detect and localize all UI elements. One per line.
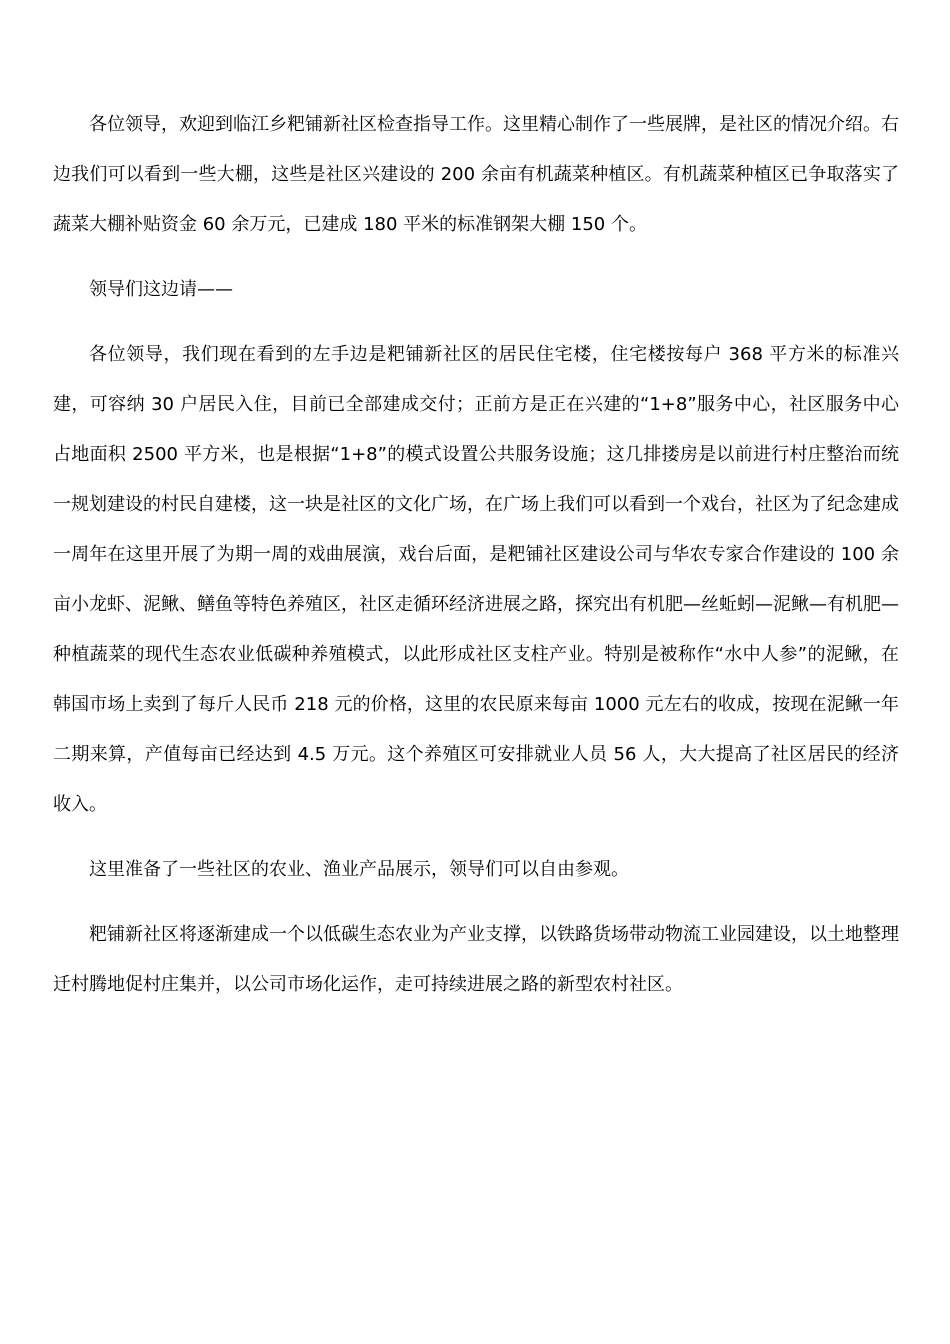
paragraph-future-plan: 粑铺新社区将逐渐建成一个以低碳生态农业为产业支撑，以铁路货场带动物流工业园建设，以土地整理迁村腾地促村庄集并，以公司市场化运作，走可持续进展之路的新型农村社区。 <box>53 924 899 995</box>
document-body <box>53 100 899 1025</box>
paragraph-community-tour: 各位领导，我们现在看到的左手边是粑铺新社区的居民住宅楼，住宅楼按每户 368 平方米的标准兴建，可容纳 30 户居民入住，目前已全部建成交付；正前方是正在兴建的“1+8”服务中心，社区服务中心占地面积 2500 平方米，也是根据“1+8”的模式设置公共服务设施；这几排搂房是以前进行村庄整治而统一规划建设的村民自建楼，这一块是社区的文化广场，在广场上我们可以看到一个戏台，社区为了纪念建成一周年在这里开展了为期一周的戏曲展演，戏台后面，是粑铺社区建设公司与华农专家合作建设的 100 余亩小龙虾、泥鳅、鳝鱼等特色养殖区，社区走循环经济进展之路，探究出有机肥—丝蚯蚓—泥鳅—有机肥—种植蔬菜的现代生态农业低碳种养殖模式，以此形成社区支柱产业。特别是被称作“水中人参”的泥鳅，在韩国市场上卖到了每斤人民币 218 元的价格，这里的农民原来每亩 1000 元左右的收成，按现在泥鳅一年二期来算，产值每亩已经达到 4.5 万元。这个养殖区可安排就业人员 56 人，大大提高了社区居民的经济收入。 <box>53 344 899 815</box>
paragraph-welcome-intro: 各位领导，欢迎到临江乡粑铺新社区检查指导工作。这里精心制作了一些展牌，是社区的情况介绍。右边我们可以看到一些大棚，这些是社区兴建设的 200 余亩有机蔬菜种植区。有机蔬菜种植区已争取落实了蔬菜大棚补贴资金 60 余万元，已建成 180 平米的标准钢架大棚 150 个。 <box>53 114 899 235</box>
paragraph-this-way-please: 领导们这边请—— <box>89 279 233 300</box>
paragraph-product-display: 这里准备了一些社区的农业、渔业产品展示，领导们可以自由参观。 <box>89 859 629 880</box>
